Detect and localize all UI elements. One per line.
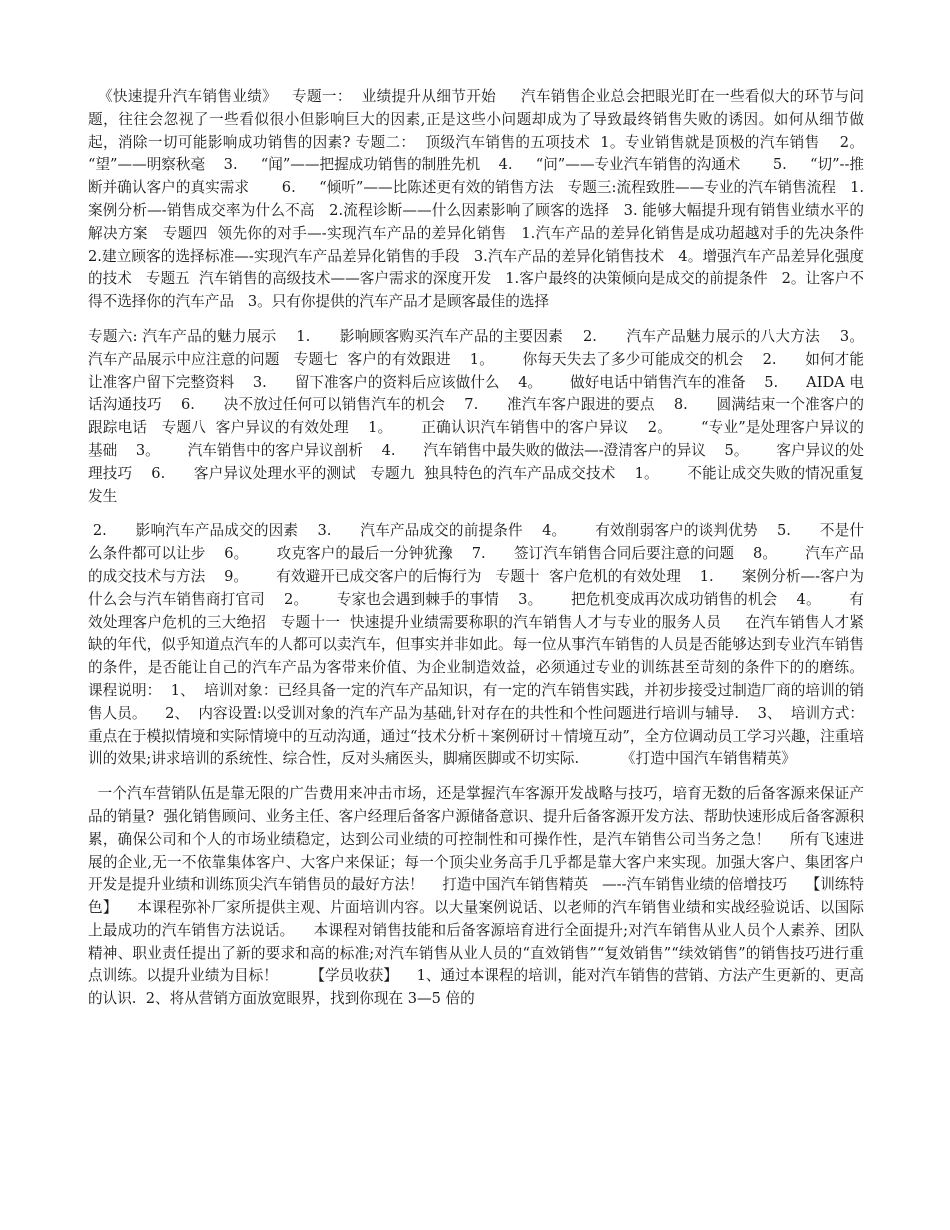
document-body bbox=[88, 86, 892, 1023]
paragraph-intro-topics-1-5: 《快速提升汽车销售业绩》 专题一： 业绩提升从细节开始 汽车销售企业总会把眼光盯在一些看似大的环节与问题，往往会忽视了一些看似很小但影响巨大的因素,正是这些小问题却成为了导致最终销售失败的诱因。如何从细节做起，消除一切可能影响成功销售的因素? 专题二： 顶级汽车销售的五项技术 1。专业销售就是顶极的汽车销售 2。 “望”——明察秋毫 3. “闻”——把握成功销售的制胜先机 4. “问”——专业汽车销售的沟通术 5. “切”--推断并确认客户的真实需求 6. “倾听”——比陈述更有效的销售方法 专题三:流程致胜——专业的汽车销售流程 1.案例分析—-销售成交率为什么不高 2.流程诊断——什么因素影响了顾客的选择 3. 能够大幅提升现有销售业绩水平的解决方案 专题四 领先你的对手—-实现汽车产品的差异化销售 1.汽车产品的差异化销售是成功超越对手的先决条件 2.建立顾客的选择标准—-实现汽车产品差异化销售的手段 3.汽车产品的差异化销售技术 4。增强汽车产品差异化强度的技术 专题五 汽车销售的高级技术——客户需求的深度开发 1.客户最终的决策倾向是成交的前提条件 2。让客户不得不选择你的汽车产品 3。只有你提供的汽车产品才是顾客最佳的选择 bbox=[88, 88, 888, 311]
paragraph-sales-elite-training: 一个汽车营销队伍是靠无限的广告费用来冲击市场，还是掌握汽车客源开发战略与技巧，培育无数的后备客源来保证产品的销量? 强化销售顾问、业务主任、客户经理后备客户源储备意识、提升后备客源开发方法、帮助快速形成后备客源积累，确保公司和个人的市场业绩稳定，达到公司业绩的可控制性和可操作性，是汽车销售公司当务之急！ 所有飞速进展的企业,无一不依靠集体客户、大客户来保证；每一个顶尖业务高手几乎都是靠大客户来实现。加强大客户、集团客户开发是提升业绩和训练顶尖汽车销售员的最好方法！ 打造中国汽车销售精英 —--汽车销售业绩的倍增技巧 【训练特色】 本课程弥补厂家所提供主观、片面培训内容。以大量案例说话、以老师的汽车销售业绩和实战经验说话、以国际上最成功的汽车销售方法说话。 本课程对销售技能和后备客源培育进行全面提升;对汽车销售从业人员个人素养、团队精神、职业责任提出了新的要求和高的标准;对汽车销售从业人员的“直效销售”“复效销售”“续效销售”的销售技巧进行重点训练。以提升业绩为目标！ 【学员收获】 1、通过本课程的培训，能对汽车销售的营销、方法产生更新的、更高的认识. 2、将从营销方面放宽眼界，找到你现在 3—5 倍的 bbox=[88, 785, 864, 1008]
paragraph-topics-6-9: 专题六: 汽车产品的魅力展示 1. 影响顾客购买汽车产品的主要因素 2. 汽车产品魅力展示的八大方法 3。 汽车产品展示中应注意的问题 专题七 客户的有效跟进 1。 你每天失去了多少可能成交的机会 2. 如何才能让准客户留下完整资料 3. 留下准客户的资料后应该做什么 4。 做好电话中销售汽车的准备 5. AIDA 电话沟通技巧 6. 决不放过任何可以销售汽车的机会 7. 准汽车客户跟进的要点 8. 圆满结束一个准客户的跟踪电话 专题八 客户异议的有效处理 1。 正确认识汽车销售中的客户异议 2。 “专业”是处理客户异议的基础 3。 汽车销售中的客户异议剖析 4. 汽车销售中最失败的做法—-澄清客户的异议 5。 客户异议的处理技巧 6. 客户异议处理水平的测试 专题九 独具特色的汽车产品成交技术 1。 不能让成交失败的情况重复发生 bbox=[88, 327, 892, 505]
paragraph-topics-9-11-course-notes: 2. 影响汽车产品成交的因素 3. 汽车产品成交的前提条件 4。 有效削弱客户的谈判优势 5. 不是什么条件都可以让步 6。 攻克客户的最后一分钟犹豫 7. 签订汽车销售合同后要注意的问题 8。 汽车产品的成交技术与方法 9。 有效避开已成交客户的后悔行为 专题十 客户危机的有效处理 1. 案例分析—-客户为什么会与汽车销售商打官司 2。 专家也会遇到棘手的事情 3。 把危机变成再次成功销售的机会 4。 有效处理客户危机的三大绝招 专题十一 快速提升业绩需要称职的汽车销售人才与专业的服务人员 在汽车销售人才紧缺的年代，似乎知道点汽车的人都可以卖汽车，但事实并非如此。每一位从事汽车销售的人员是否能够达到专业汽车销售的条件，是否能让自己的汽车产品为客带来价值、为企业制造效益，必须通过专业的训练甚至苛刻的条件下的的磨练。 课程说明： 1、 培训对象：已经具备一定的汽车产品知识，有一定的汽车销售实践，并初步接受过制造厂商的培训的销售人员。 2、 内容设置:以受训对象的汽车产品为基础,针对存在的共性和个性问题进行培训与辅导. 3、 培训方式：重点在于模拟情境和实际情境中的互动沟通，通过“技术分析＋案例研讨＋情境互动”，全方位调动员工学习兴趣，注重培训的效果;讲求培训的系统性、综合性，反对头痛医头，脚痛医脚或不切实际. 《打造中国汽车销售精英》 bbox=[88, 522, 878, 768]
